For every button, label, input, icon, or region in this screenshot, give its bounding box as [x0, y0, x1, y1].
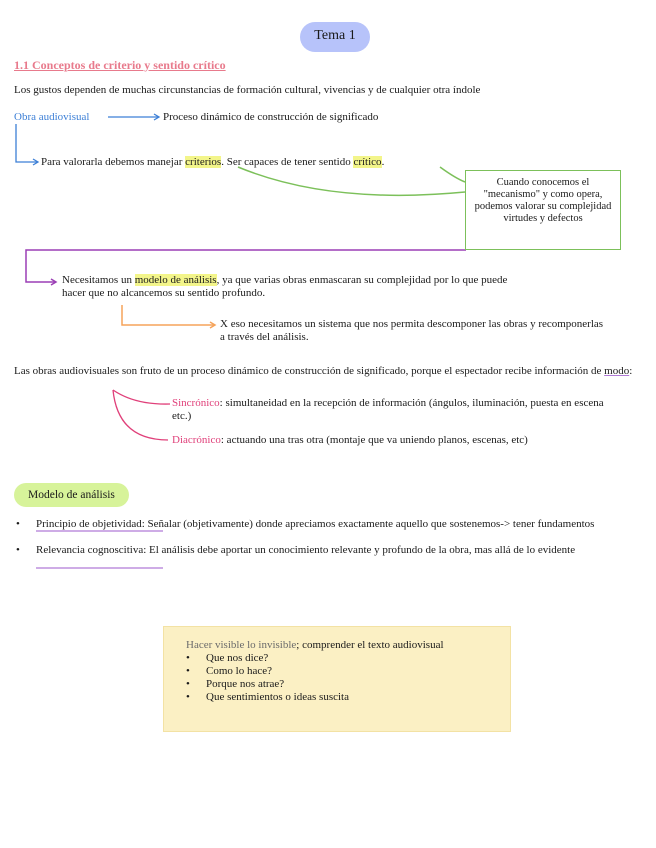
sistema-text: X eso necesitamos un sistema que nos permita descomponer las obras y recomponerlas a través del análisis.	[220, 318, 604, 343]
summary-question: • Que nos dice?	[186, 652, 349, 665]
summary-lead-term: Hacer visible lo invisible	[186, 639, 297, 651]
valuate-mid: . Ser capaces de tener sentido	[221, 156, 354, 168]
intro-text: Los gustos dependen de muchas circunstancias de formación cultural, vivencias y de cualquier otra índole	[14, 84, 481, 96]
audiovisual-definition: Proceso dinámico de construcción de significado	[163, 111, 379, 123]
modo-term: modo	[604, 365, 630, 377]
valuate-post: .	[381, 156, 385, 168]
diacronico-desc: : actuando una tras otra (montaje que va uniendo planos, escenas, etc)	[220, 434, 528, 446]
principles-list	[16, 518, 636, 557]
modelo-pre: Necesitamos un	[62, 274, 135, 286]
principle-item	[16, 544, 636, 557]
diacronico-text	[172, 434, 592, 447]
modelo-text	[62, 274, 512, 300]
summary-lead-rest: ; comprender el texto audiovisual	[296, 639, 444, 651]
principle-desc: : Señalar (objetivamente) donde apreciamos exactamente aquello que sostenemos-> tener fundamentos	[141, 518, 595, 530]
valuate-pre: Para valorarla debemos manejar	[41, 156, 186, 168]
summary-question: • Como lo hace?	[186, 665, 349, 678]
sincronico-desc: : simultaneidad en la recepción de información (ángulos, iluminación, puesta en escena etc.)	[172, 397, 604, 422]
obras-post: :	[629, 365, 633, 377]
critico-highlight: crítico	[353, 156, 382, 168]
obras-text	[14, 365, 644, 378]
criterios-highlight: criterios	[185, 156, 222, 168]
valuate-text	[41, 156, 384, 168]
principle-term: Principio de objetividad	[36, 518, 142, 530]
section-title: 1.1 Conceptos de criterio y sentido crítico	[14, 58, 226, 72]
mechanism-note: Cuando conocemos el "mecanismo" y como opera, podemos valorar su complejidad virtudes y defectos	[465, 170, 621, 250]
modelo-post: , ya que varias obras enmascaran su complejidad por lo que puede hacer que no alcancemos su sentido profundo.	[62, 274, 508, 299]
sincronico-text	[172, 397, 612, 423]
principle-desc: : El análisis debe aportar un conocimiento relevante y profundo de la obra, mas allá de lo evidente	[143, 544, 576, 556]
topic-title: Tema 1	[300, 22, 370, 52]
summary-question: • Que sentimientos o ideas suscita	[186, 691, 349, 704]
obras-pre: Las obras audiovisuales son fruto de un proceso dinámico de construcción de significado, porque el espectador recibe información de	[14, 365, 605, 377]
diacronico-term: Diacrónico	[172, 434, 221, 446]
audiovisual-term: Obra audiovisual	[14, 111, 90, 123]
modelo-highlight: modelo de análisis	[134, 274, 217, 286]
summary-questions	[186, 652, 349, 704]
principle-term: Relevancia cognoscitiva	[36, 544, 144, 556]
sincronico-term: Sincrónico	[172, 397, 220, 409]
principle-item	[16, 518, 636, 531]
summary-lead	[186, 639, 444, 652]
summary-question: • Porque nos atrae?	[186, 678, 349, 691]
model-heading: Modelo de análisis	[14, 483, 129, 507]
summary-box	[163, 626, 511, 732]
